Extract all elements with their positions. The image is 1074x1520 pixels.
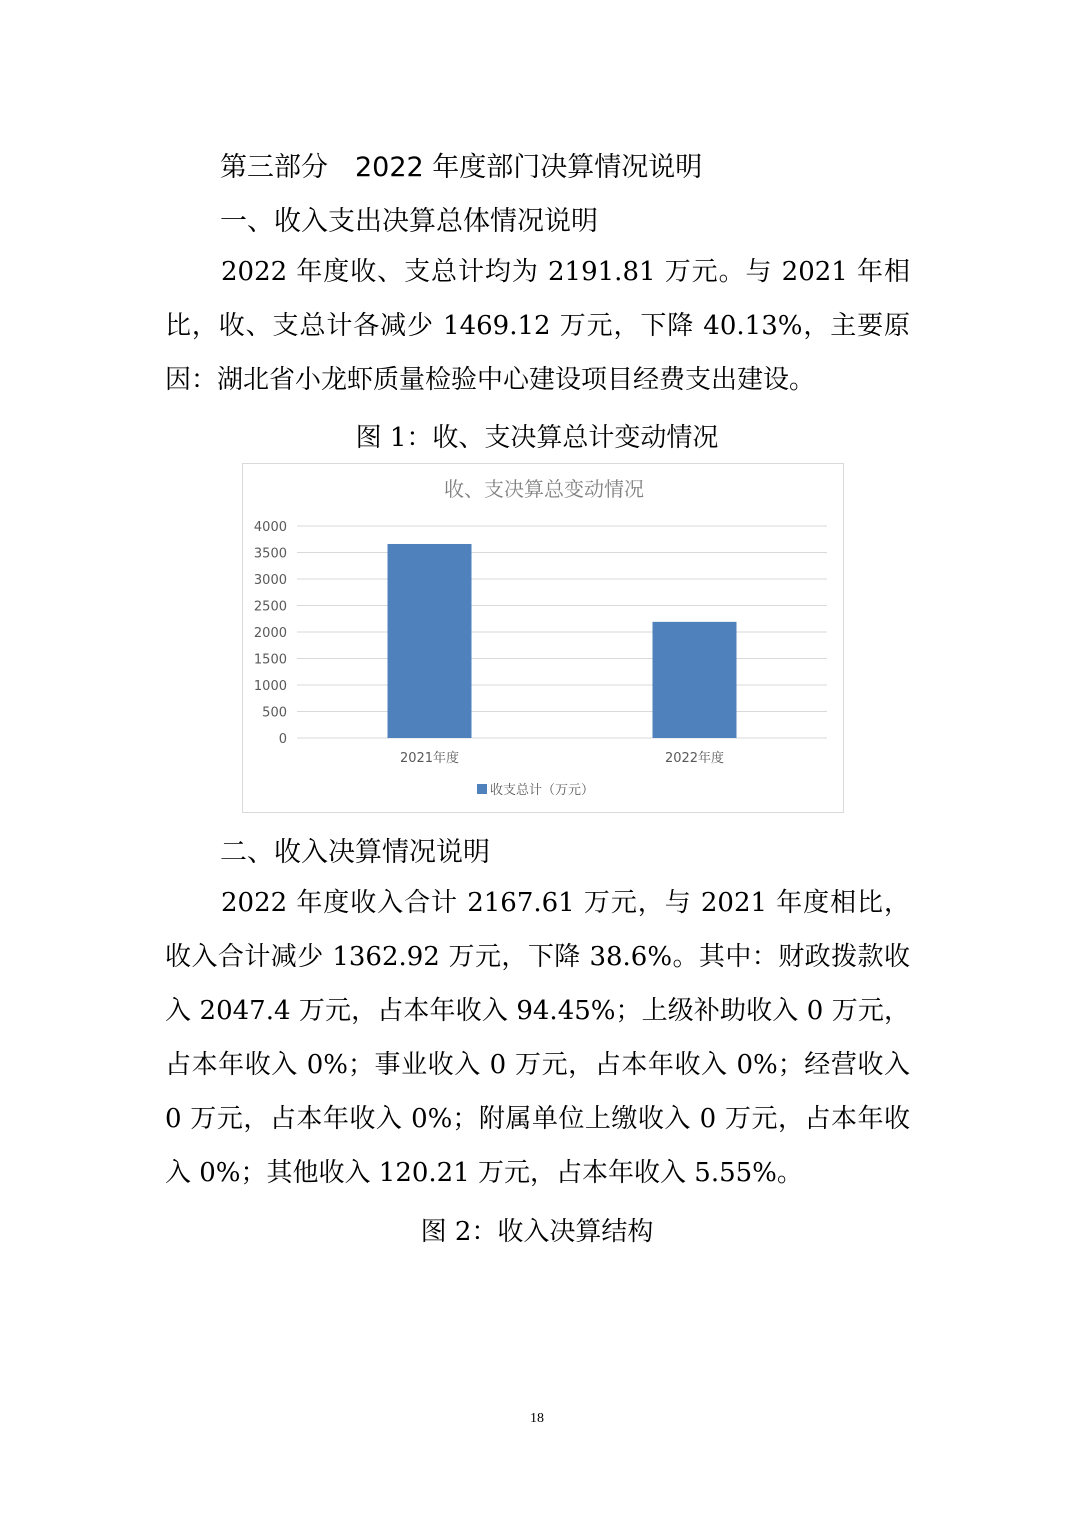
bar — [653, 622, 737, 738]
y-tick-label: 3500 — [253, 546, 287, 562]
y-tick-label: 1500 — [253, 652, 287, 668]
gridlines — [297, 526, 827, 738]
section2-heading: 二、收入决算情况说明 — [220, 837, 490, 868]
bar-chart — [242, 463, 844, 813]
page-number: 18 — [530, 1411, 544, 1426]
y-tick-label: 3000 — [253, 573, 287, 588]
y-tick-labels — [254, 520, 287, 747]
chart-svg — [243, 464, 845, 814]
x-tick-label: 2021年度 — [399, 751, 460, 766]
section1-paragraph: 2022 年度收、支总计均为 2191.81 万元。与 2021 年相比，收、支总计各减少 1469.12 万元，下降 40.13%，主要原因：湖北省小龙虾质量检验中心建设项目经费支出建设。 — [165, 257, 910, 395]
legend-label: 收支总计（万元） — [490, 783, 595, 798]
y-tick-label: 1000 — [253, 679, 287, 694]
y-tick-label: 500 — [262, 705, 287, 721]
chart-title: 收、支决算总变动情况 — [444, 477, 644, 501]
y-tick-label: 2000 — [253, 626, 287, 641]
section2-paragraph: 2022 年度收入合计 2167.61 万元，与 2021 年度相比，收入合计减少 1362.92 万元，下降 38.6%。其中：财政拨款收入 2047.4 万元，占本年收入 94.45%；上级补助收入 0 万元，占本年收入 0%；事业收入 0 万元，占本年收入 0%；经营收入 0 万元，占本年收入 0%；附属单位上缴收入 0 万元，占本年收入 0%；其他收入 120.21 万元，占本年收入 5.55%。 — [165, 888, 910, 1188]
section1-heading: 一、收入支出决算总体情况说明 — [220, 206, 598, 237]
x-tick-label: 2022年度 — [664, 751, 725, 766]
figure2-caption: 图 2：收入决算结构 — [420, 1217, 654, 1247]
y-tick-label: 2500 — [253, 599, 287, 615]
legend — [477, 782, 594, 798]
part-title: 第三部分 2022 年度部门决算情况说明 — [220, 152, 703, 183]
y-tick-label: 0 — [278, 732, 287, 747]
bar — [388, 544, 472, 738]
figure1-caption: 图 1：收、支决算总计变动情况 — [355, 423, 719, 453]
y-tick-label: 4000 — [253, 520, 287, 535]
bars — [388, 544, 737, 738]
legend-swatch — [477, 784, 487, 794]
x-tick-labels — [400, 750, 724, 766]
